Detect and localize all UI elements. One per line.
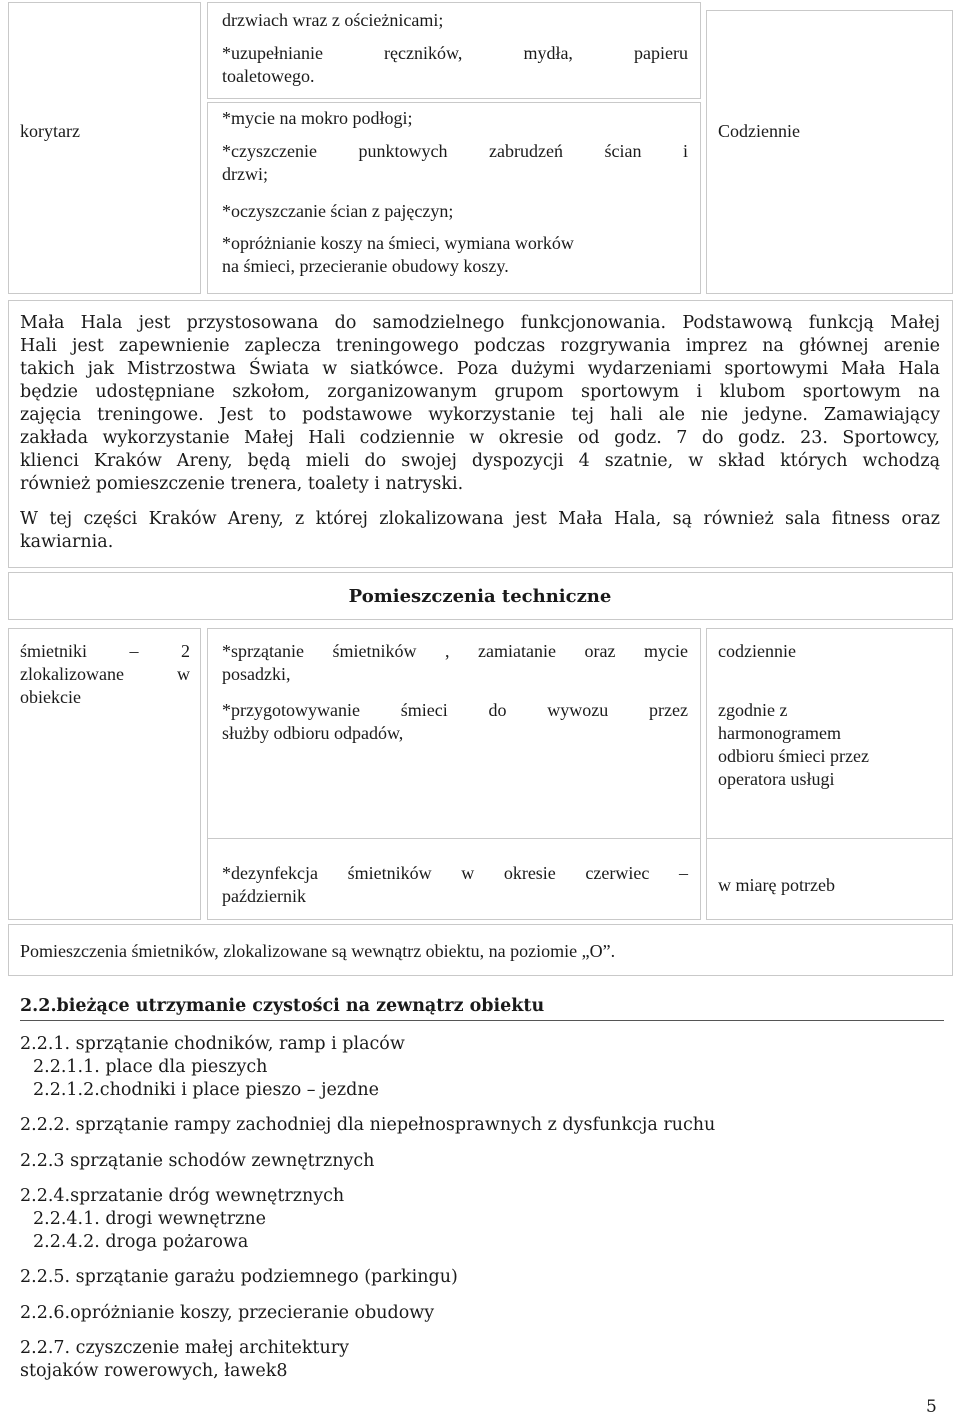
disinfection-task-line: *dezynfekcja śmietników w okresie czerwiec – <box>222 863 688 883</box>
paragraph2-line: kawiarnia. <box>20 532 114 552</box>
heading-rule <box>20 1020 944 1021</box>
table1-cell-frequency <box>706 10 953 294</box>
bin-frequency-line: operatora usługi <box>718 769 835 789</box>
outline-item: 2.2.3 sprzątanie schodów zewnętrznych <box>20 1151 375 1171</box>
task-line: na śmieci, przecieranie obudowy koszy. <box>222 256 509 276</box>
table1-cell-label <box>8 2 201 294</box>
bin-frequency-line: codziennie <box>718 641 796 661</box>
outline-item: 2.2.4.1. drogi wewnętrzne <box>33 1209 267 1229</box>
bin-frequency-line: odbioru śmieci przez <box>718 746 869 766</box>
paragraph-line: klienci Kraków Areny, będą mieli do swojej dyspozycji 4 szatnie, w skład których wchodzą <box>20 451 940 471</box>
task-line: *oczyszczanie ścian z pajęczyn; <box>222 201 454 221</box>
bin-frequency-line: harmonogramem <box>718 723 841 743</box>
paragraph2-line: W tej części Kraków Areny, z której zlokalizowana jest Mała Hala, są również sala fitness oraz <box>20 509 940 529</box>
task-line: *uzupełnianie ręczników, mydła, papieru <box>222 43 688 63</box>
page-number: 5 <box>926 1397 937 1417</box>
corridor-label: korytarz <box>20 121 80 141</box>
row-label-line: obiekcie <box>20 687 81 707</box>
paragraph-line: takich jak Mistrzostwa Świata w siatkówce. Poza dużymi wydarzeniami sportowymi Mała Hala <box>20 359 940 379</box>
table2-row-divider <box>207 838 701 839</box>
outline-item: 2.2.1.2.chodniki i place pieszo – jezdne <box>33 1080 379 1100</box>
outline-item: stojaków rowerowych, ławek8 <box>20 1361 288 1381</box>
disinfection-task-line: październik <box>222 886 306 906</box>
task-line: toaletowego. <box>222 66 315 86</box>
bin-task-line: *przygotowywanie śmieci do wywozu przez <box>222 700 688 720</box>
outline-item: 2.2.1.1. place dla pieszych <box>33 1057 268 1077</box>
paragraph-line: Hali jest zapewnienie zaplecza treningowego podczas rozgrywania imprez na głównej arenie <box>20 336 940 356</box>
paragraph-line: również pomieszczenie trenera, toalety i natryski. <box>20 474 464 494</box>
outline-item: 2.2.1. sprzątanie chodników, ramp i placów <box>20 1034 405 1054</box>
outline-item: 2.2.5. sprzątanie garażu podziemnego (parkingu) <box>20 1267 458 1287</box>
section-title: Pomieszczenia techniczne <box>348 586 612 607</box>
table2-row-divider <box>706 838 953 839</box>
row-label-line: zlokalizowane w <box>20 664 190 684</box>
outline-item: 2.2.7. czyszczenie małej architektury <box>20 1338 349 1358</box>
task-line: *mycie na mokro podłogi; <box>222 108 413 128</box>
paragraph-line: zajęcia treningowe. Jest to podstawowe wykorzystanie tej hali ale nie jedyne. Zamawiający <box>20 405 940 425</box>
outline-item: 2.2.4.2. droga pożarowa <box>33 1232 249 1252</box>
bin-task-line: służby odbioru odpadów, <box>222 723 404 743</box>
paragraph-line: Mała Hala jest przystosowana do samodzielnego funkcjonowania. Podstawową funkcją Małej <box>20 313 940 333</box>
task-line: drzwi; <box>222 164 268 184</box>
paragraph-line: zakłada wykorzystanie Małej Hali codziennie w okresie od godz. 7 do godz. 23. Sportowcy, <box>20 428 940 448</box>
paragraph-line: będzie udostępniane szkołom, zorganizowanym grupom sportowym i klubom sportowym na <box>20 382 940 402</box>
corridor-frequency: Codziennie <box>718 121 800 141</box>
disinfection-frequency: w miarę potrzeb <box>718 875 835 895</box>
task-line: drzwiach wraz z ościeżnicami; <box>222 10 444 30</box>
row-label-line: śmietniki – 2 <box>20 641 190 661</box>
bin-task-line: posadzki, <box>222 664 291 684</box>
bin-task-line: *sprzątanie śmietników , zamiatanie oraz mycie <box>222 641 688 661</box>
bin-frequency-line: zgodnie z <box>718 700 788 720</box>
section-heading: 2.2.bieżące utrzymanie czystości na zewnątrz obiektu <box>20 996 545 1016</box>
task-line: *czyszczenie punktowych zabrudzeń ścian i <box>222 141 688 161</box>
outline-item: 2.2.2. sprzątanie rampy zachodniej dla niepełnosprawnych z dysfunkcja ruchu <box>20 1115 716 1135</box>
bin-location-note: Pomieszczenia śmietników, zlokalizowane są wewnątrz obiektu, na poziomie „O”. <box>20 941 616 961</box>
outline-item: 2.2.6.opróżnianie koszy, przecieranie obudowy <box>20 1303 435 1323</box>
outline-item: 2.2.4.sprzatanie dróg wewnętrznych <box>20 1186 345 1206</box>
task-line: *opróżnianie koszy na śmieci, wymiana worków <box>222 233 574 253</box>
